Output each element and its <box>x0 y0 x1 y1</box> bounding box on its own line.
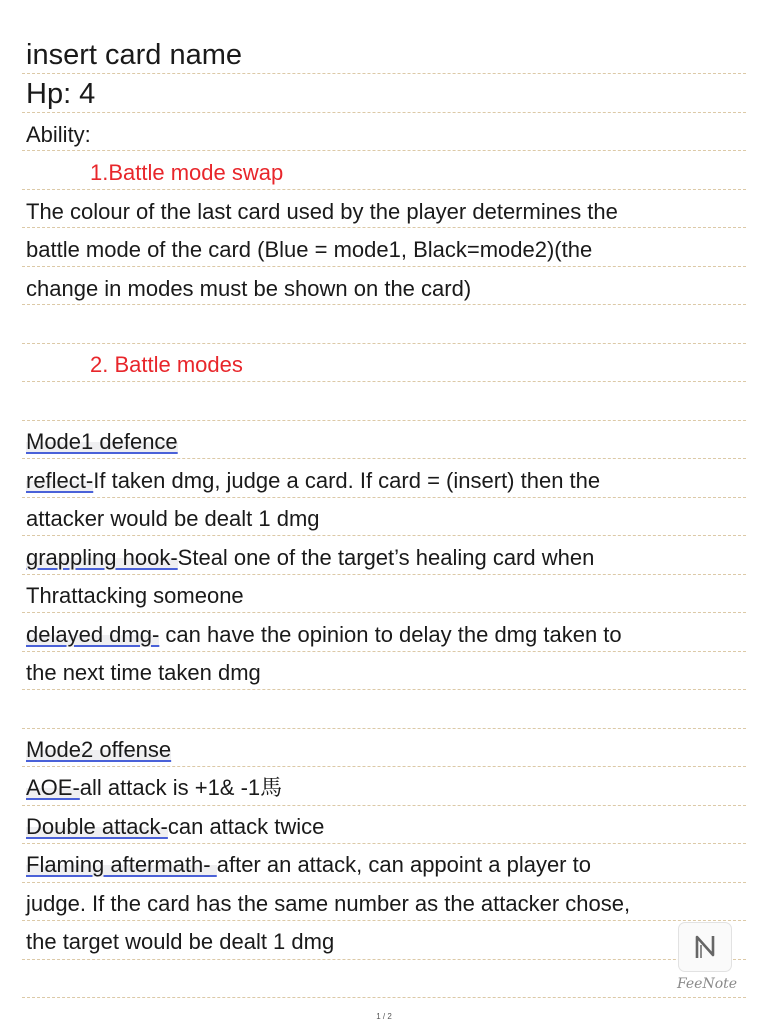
section1-heading: 1.Battle mode swap <box>90 160 284 185</box>
rule-line <box>22 728 746 729</box>
reflect-line-2: attacker would be dealt 1 dmg <box>26 506 320 531</box>
hp-value: Hp: 4 <box>26 78 96 110</box>
rule-line <box>22 227 746 228</box>
flaming-line-3: the target would be dealt 1 dmg <box>26 929 335 954</box>
flaming-line <box>26 851 748 879</box>
grapple-line <box>26 544 748 572</box>
section1-body-line: change in modes must be shown on the card) <box>26 276 472 301</box>
mode1-heading <box>26 428 748 456</box>
rule-line <box>22 766 746 767</box>
rule-line <box>22 843 746 844</box>
section1-body-line: battle mode of the card (Blue = mode1, Black=mode2)(the <box>26 237 593 262</box>
rule-line <box>22 150 746 151</box>
rule-line <box>22 420 746 421</box>
rule-line <box>22 458 746 459</box>
mode1-heading-text: Mode1 defence <box>26 429 178 454</box>
rule-line <box>22 882 746 883</box>
app-name: FeeNote <box>676 976 738 992</box>
rule-line <box>22 497 746 498</box>
rule-line <box>22 381 746 382</box>
rule-line <box>22 574 746 575</box>
card-title: insert card name <box>26 39 242 71</box>
grapple-line-2: Thrattacking someone <box>26 583 244 608</box>
mode2-heading-text: Mode2 offense <box>26 737 172 762</box>
flaming-line-2: judge. If the card has the same number as the attacker chose, <box>26 891 631 916</box>
rule-line <box>22 189 746 190</box>
rule-line <box>22 266 746 267</box>
page-indicator: 1 / 2 <box>376 1012 392 1021</box>
rule-line <box>22 651 746 652</box>
section1-body-line: The colour of the last card used by the player determines the <box>26 199 618 224</box>
aoe-line <box>26 774 748 802</box>
grapple-label: grappling hook- <box>26 545 178 570</box>
rule-line <box>22 343 746 344</box>
rule-line <box>22 805 746 806</box>
rule-line <box>22 612 746 613</box>
ability-label: Ability: <box>26 122 91 147</box>
delayed-label: delayed dmg- <box>26 622 160 647</box>
flaming-text: after an attack, can appoint a player to <box>216 852 591 877</box>
delayed-line-2: the next time taken dmg <box>26 660 261 685</box>
rule-line <box>22 73 746 74</box>
rule-line <box>22 112 746 113</box>
rule-line <box>22 689 746 690</box>
aoe-text: all attack is +1& -1馬 <box>79 775 283 800</box>
grapple-text: Steal one of the target’s healing card when <box>177 545 595 570</box>
delayed-line <box>26 621 748 649</box>
reflect-text: If taken dmg, judge a card. If card = (insert) then the <box>93 468 601 493</box>
double-attack-text: can attack twice <box>167 814 325 839</box>
feenote-logo-icon <box>678 922 732 972</box>
mode2-heading <box>26 736 748 764</box>
reflect-label: reflect- <box>26 468 94 493</box>
feenote-n-glyph-icon <box>690 932 720 962</box>
double-attack-label: Double attack- <box>26 814 168 839</box>
rule-line <box>22 959 746 960</box>
flaming-label: Flaming aftermath- <box>26 852 217 877</box>
rule-line <box>22 997 746 998</box>
delayed-text: can have the opinion to delay the dmg taken to <box>159 622 622 647</box>
rule-line <box>22 535 746 536</box>
aoe-label: AOE- <box>26 775 80 800</box>
rule-line <box>22 304 746 305</box>
rule-line <box>22 920 746 921</box>
section2-heading: 2. Battle modes <box>90 352 243 377</box>
reflect-line <box>26 467 748 495</box>
double-attack-line <box>26 813 748 841</box>
